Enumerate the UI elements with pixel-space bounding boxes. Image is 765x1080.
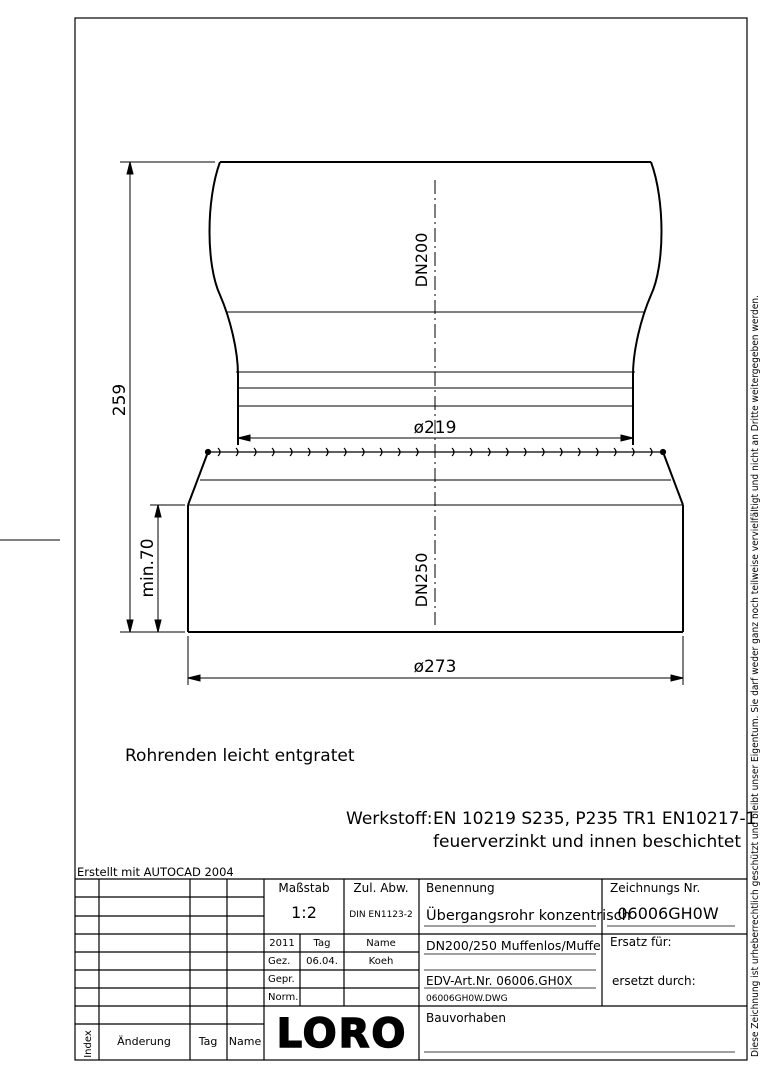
deburr-note: Rohrenden leicht entgratet — [125, 746, 355, 766]
scale-label: Maßstab — [278, 881, 330, 895]
dimension-219-text: ø219 — [413, 418, 457, 438]
gez-label: Gez. — [268, 956, 291, 967]
gez-tag: 06.04. — [306, 956, 338, 967]
rev-name-header: Name — [228, 1035, 262, 1048]
designation-value: Übergangsrohr konzentrisch — [426, 908, 631, 924]
company-logo — [277, 1011, 408, 1057]
rev-change-header: Änderung — [117, 1035, 171, 1048]
dwg-filename: 06006GH0W.DWG — [426, 994, 508, 1004]
material-line-2: feuerverzinkt und innen beschichtet — [433, 832, 742, 852]
dimension-min70-text: min.70 — [138, 538, 158, 598]
drawing-no-label: Zeichnungs Nr. — [610, 881, 701, 895]
tag-header: Tag — [313, 938, 331, 949]
tolerance-label: Zul. Abw. — [353, 881, 409, 895]
gez-name: Koeh — [368, 956, 394, 967]
copyright-note: Diese Zeichnung ist urheberrechtlich geschützt und bleibt unser Eigentum. Sie darf weder ganz noch teilweise vervielfältigt und nicht an Dritte weitergegeben werden. — [750, 251, 761, 1057]
norm-label: Norm. — [268, 992, 299, 1003]
dn-top-label: DN200 — [412, 232, 431, 288]
name-header: Name — [366, 938, 396, 949]
year-label: 2011 — [269, 938, 295, 949]
material-line-1: EN 10219 S235, P235 TR1 EN10217-1 — [433, 809, 757, 829]
dimension-273-text: ø273 — [413, 657, 457, 677]
logo-text: LORO — [276, 1011, 408, 1057]
dimension-259-text: 259 — [110, 383, 130, 417]
drawing-no-value: 06006GH0W — [617, 904, 719, 923]
rev-tag-header: Tag — [198, 1035, 218, 1048]
rev-index-header: Index — [83, 1030, 94, 1058]
tolerance-value: DIN EN1123-2 — [349, 910, 413, 920]
designation-label: Benennung — [426, 881, 495, 895]
replaced-by-label: ersetzt durch: — [612, 974, 696, 988]
dimension-259 — [120, 162, 215, 632]
dn-bottom-label: DN250 — [412, 552, 431, 608]
created-with-note: Erstellt mit AUTOCAD 2004 — [77, 865, 234, 879]
material-label: Werkstoff: — [346, 809, 433, 829]
project-label: Bauvorhaben — [426, 1011, 506, 1025]
gepr-label: Gepr. — [268, 974, 295, 985]
edv-number: EDV-Art.Nr. 06006.GH0X — [426, 974, 573, 988]
scale-value: 1:2 — [291, 903, 317, 922]
replaces-label: Ersatz für: — [610, 935, 672, 949]
subtitle: DN200/250 Muffenlos/Muffe — [426, 938, 601, 953]
